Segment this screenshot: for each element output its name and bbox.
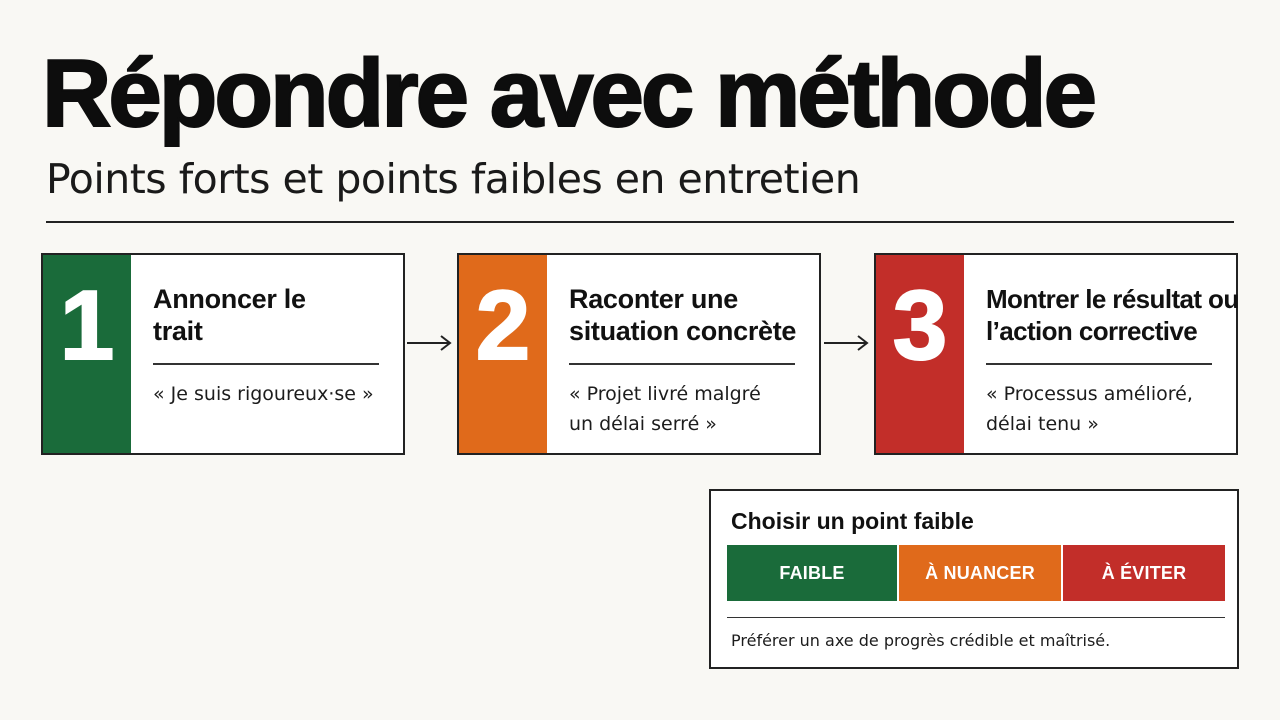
step-number-band <box>459 255 547 453</box>
step-number: 1 <box>59 270 115 380</box>
weakness-choice-panel <box>709 489 1239 669</box>
step-card-2 <box>457 253 821 455</box>
page-subtitle: Points forts et points faibles en entretien <box>46 155 861 203</box>
step-number-band <box>876 255 964 453</box>
arrow-right-icon <box>405 333 453 353</box>
page-title: Répondre avec méthode <box>42 40 1094 147</box>
step-heading: Annoncer le trait <box>153 284 306 346</box>
step-number-band <box>43 255 131 453</box>
step-divider <box>569 363 795 365</box>
step-number: 2 <box>475 270 531 380</box>
step-heading: Montrer le résultat ou l’action corrective <box>986 284 1239 346</box>
arrow-right-icon <box>822 333 870 353</box>
step-card-1 <box>41 253 405 455</box>
weakness-scale <box>727 545 1225 601</box>
scale-segment-a-eviter: À ÉVITER <box>1063 545 1225 601</box>
step-example-quote: « Je suis rigoureux·se » <box>153 383 374 405</box>
step-example-quote: « Projet livré malgré un délai serré » <box>569 383 761 435</box>
header-divider <box>46 221 1234 223</box>
step-card-3 <box>874 253 1238 455</box>
panel-note: Préférer un axe de progrès crédible et maîtrisé. <box>731 631 1111 650</box>
scale-segment-a-nuancer: À NUANCER <box>899 545 1063 601</box>
panel-title: Choisir un point faible <box>731 508 974 534</box>
step-heading: Raconter une situation concrète <box>569 284 797 346</box>
scale-segment-faible: FAIBLE <box>727 545 899 601</box>
panel-divider <box>727 617 1225 618</box>
step-example-quote: « Processus amélioré, délai tenu » <box>986 383 1193 435</box>
step-divider <box>986 363 1212 365</box>
step-number: 3 <box>892 270 948 380</box>
step-divider <box>153 363 379 365</box>
